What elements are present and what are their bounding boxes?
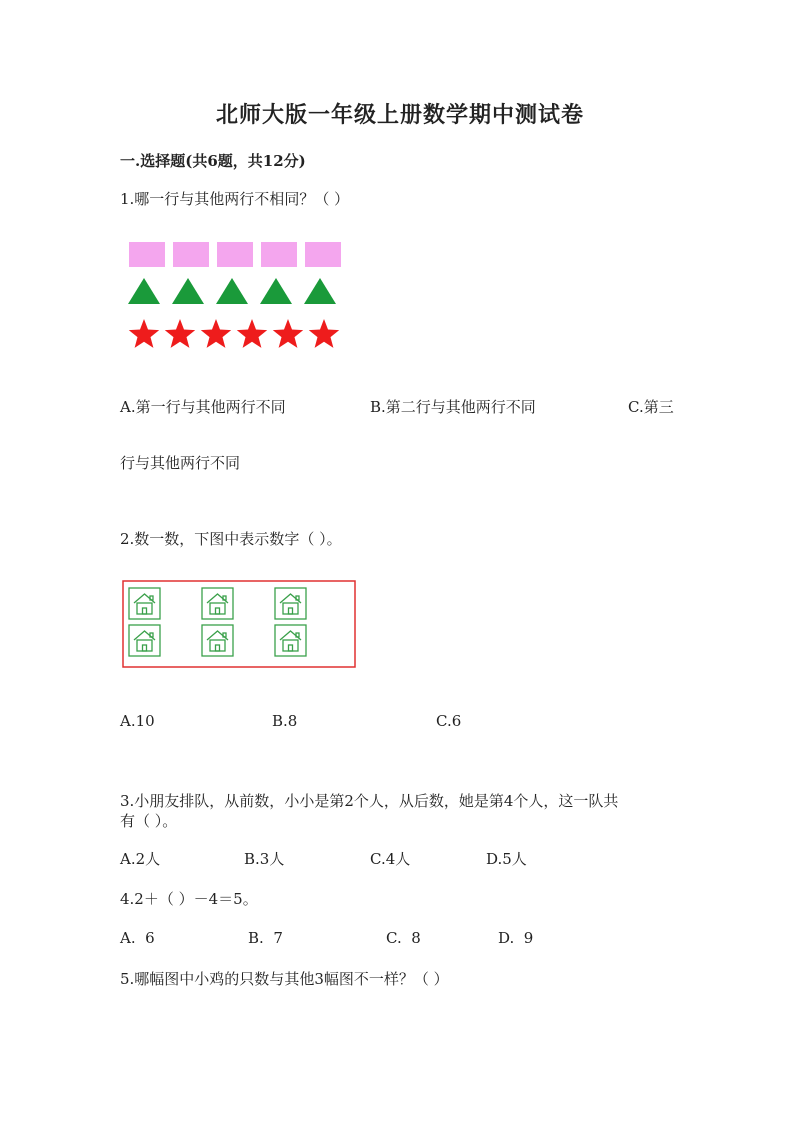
figure-frame <box>123 581 355 667</box>
question-1-stem: 1.哪一行与其他两行不相同？（ ） <box>120 190 350 208</box>
section-heading: 一.选择题(共6题，共12分) <box>120 152 306 170</box>
question-1-figure <box>120 236 360 356</box>
question-1-option-b[interactable]: B.第二行与其他两行不同 <box>370 398 536 416</box>
red-star <box>129 319 159 348</box>
green-triangle <box>304 278 336 304</box>
house-icon <box>202 588 233 619</box>
red-star <box>237 319 267 348</box>
green-triangle <box>128 278 160 304</box>
question-3-option-b[interactable]: B.3人 <box>244 850 285 868</box>
red-star <box>309 319 339 348</box>
green-triangle <box>216 278 248 304</box>
red-star <box>165 319 195 348</box>
house-icon <box>129 588 160 619</box>
question-5-stem: 5.哪幅图中小鸡的只数与其他3幅图不一样？（ ） <box>120 970 449 988</box>
pink-rectangle <box>173 242 209 267</box>
question-4-stem: 4.2＋（ ）－4＝5。 <box>120 890 258 908</box>
pink-rectangle <box>217 242 253 267</box>
house-icon <box>275 625 306 656</box>
question-3-stem-line2: 有（ ）。 <box>120 812 178 830</box>
question-4-option-b[interactable]: B. 7 <box>248 929 283 947</box>
page-title: 北师大版一年级上册数学期中测试卷 <box>215 102 584 128</box>
house-icon <box>129 625 160 656</box>
green-triangle <box>172 278 204 304</box>
question-1-option-a[interactable]: A.第一行与其他两行不同 <box>120 398 286 416</box>
question-3-option-d[interactable]: D.5人 <box>486 850 527 868</box>
question-2-option-c[interactable]: C.6 <box>436 712 462 730</box>
question-3-option-a[interactable]: A.2人 <box>120 850 161 868</box>
question-1-option-c[interactable]: C.第三 <box>628 398 674 416</box>
question-2-stem: 2.数一数，下图中表示数字（ ）。 <box>120 530 342 548</box>
red-star <box>201 319 231 348</box>
pink-rectangle <box>305 242 341 267</box>
question-2-option-a[interactable]: A.10 <box>120 712 155 730</box>
house-icon <box>202 625 233 656</box>
question-4-option-a[interactable]: A. 6 <box>120 929 155 947</box>
question-2-figure <box>122 580 358 672</box>
green-triangle <box>260 278 292 304</box>
pink-rectangle <box>129 242 165 267</box>
question-3-option-c[interactable]: C.4人 <box>370 850 411 868</box>
red-star <box>273 319 303 348</box>
question-4-option-d[interactable]: D. 9 <box>498 929 534 947</box>
question-2-option-b[interactable]: B.8 <box>272 712 298 730</box>
house-icon <box>275 588 306 619</box>
pink-rectangle <box>261 242 297 267</box>
question-4-option-c[interactable]: C. 8 <box>386 929 421 947</box>
question-1-option-c-wrap: 行与其他两行不同 <box>120 454 241 472</box>
question-3-stem-line1: 3.小朋友排队，从前数，小小是第2个人，从后数，她是第4个人，这一队共 <box>120 792 619 810</box>
